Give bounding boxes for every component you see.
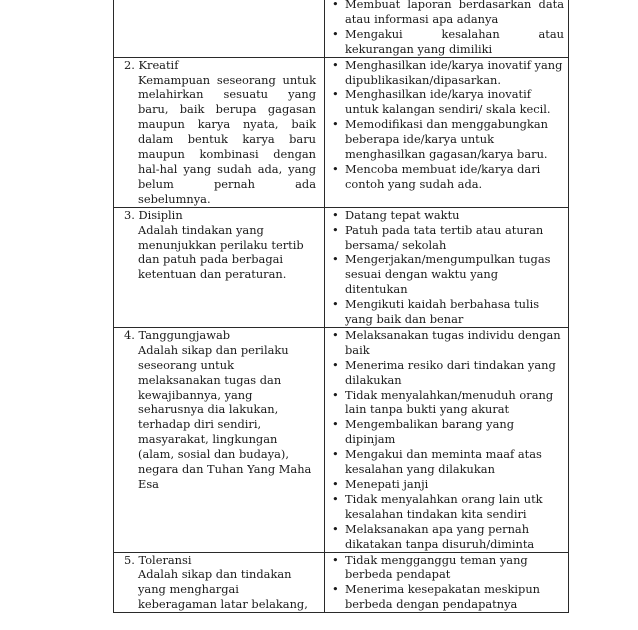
table-row-disiplin: [114, 207, 569, 327]
indicator-text: Melaksanakan tugas individu dengan baik: [345, 327, 561, 357]
indicator-text: Mengakui kesalahan atau kekurangan yang dimiliki: [345, 26, 564, 56]
bullet-icon: •: [332, 0, 339, 11]
list-item: [329, 417, 564, 447]
list-item: [329, 252, 564, 297]
indicator-list: [329, 208, 564, 327]
indicator-list: [329, 328, 564, 552]
list-item: [329, 208, 564, 223]
table-row-toleransi: [114, 552, 569, 613]
list-item: [329, 27, 564, 57]
value-title: 5. Toleransi: [124, 552, 192, 567]
value-cell: [114, 552, 325, 613]
list-item: [329, 522, 564, 552]
bullet-icon: •: [332, 357, 339, 372]
indicator-text: Tidak menyalahkan/menuduh orang lain tanpa bukti yang akurat: [345, 387, 554, 417]
list-item: [329, 477, 564, 492]
indicator-text: Membuat laporan berdasarkan data atau informasi apa adanya: [345, 0, 564, 26]
table-row-tanggungjawab: [114, 327, 569, 552]
indicator-text: Melaksanakan apa yang pernah dikatakan tanpa disuruh/diminta: [345, 521, 535, 551]
table-row-kreatif: [114, 57, 569, 207]
value-description: Adalah sikap dan tindakan yang menghargai keberagaman latar belakang,: [138, 567, 308, 612]
bullet-icon: •: [332, 417, 339, 432]
value-cell: [114, 207, 325, 327]
bullet-icon: •: [332, 87, 339, 102]
indicator-text: Mengakui dan meminta maaf atas kesalahan yang dilakukan: [345, 447, 542, 477]
bullet-icon: •: [332, 297, 339, 312]
list-item: [329, 162, 564, 192]
list-item: [329, 87, 564, 117]
value-cell: [114, 327, 325, 552]
value-description: Adalah tindakan yang menunjukkan perilaku tertib dan patuh pada berbagai ketentuan dan peraturan.: [138, 222, 304, 282]
bullet-icon: •: [332, 26, 339, 41]
bullet-icon: •: [332, 477, 339, 491]
bullet-icon: •: [332, 387, 339, 402]
indicator-text: Mengikuti kaidah berbahasa tulis yang baik dan benar: [345, 297, 540, 327]
indicator-list: [329, 58, 564, 192]
indicator-list: [329, 0, 564, 57]
value-cell: [114, 0, 325, 57]
indicator-text: Menghasilkan ide/karya inovatif untuk kalangan sendiri/ skala kecil.: [345, 87, 551, 117]
value-title: 2. Kreatif: [124, 57, 179, 72]
indicator-text: Menerima kesepakatan meskipun berbeda dengan pendapatnya: [345, 582, 541, 612]
character-values-table: [113, 0, 569, 613]
bullet-icon: •: [332, 521, 339, 536]
indicator-cell: [325, 207, 569, 327]
list-item: [329, 117, 564, 162]
indicator-text: Patuh pada tata tertib atau aturan bersama/ sekolah: [345, 222, 544, 252]
indicator-text: Mencoba membuat ide/karya dari contoh yang sudah ada.: [345, 161, 541, 191]
bullet-icon: •: [332, 222, 339, 237]
indicator-text: Menerima resiko dari tindakan yang dilakukan: [345, 357, 556, 387]
list-item: [329, 388, 564, 418]
indicator-text: Tidak mengganggu teman yang berbeda pendapat: [345, 552, 528, 582]
indicator-text: Tidak menyalahkan orang lain utk kesalahan tindakan kita sendiri: [345, 491, 543, 521]
indicator-text: Memodifikasi dan menggabungkan beberapa ide/karya untuk menghasilkan gagasan/karya baru.: [345, 117, 548, 162]
value-title: 3. Disiplin: [124, 207, 183, 222]
list-item: [329, 553, 564, 583]
list-item: [329, 0, 564, 27]
table-row-jujur-continued: [114, 0, 569, 57]
bullet-icon: •: [332, 552, 339, 567]
list-item: [329, 223, 564, 253]
value-description: Adalah sikap dan perilaku seseorang untuk melaksanakan tugas dan kewajibannya, yang seharusnya dia lakukan, terhadap diri sendiri, masyarakat, lingkungan (alam, sosial dan budaya), negara dan Tuhan Yang Maha Esa: [138, 342, 312, 491]
list-item: [329, 358, 564, 388]
indicator-text: Mengerjakan/mengumpulkan tugas sesuai dengan waktu yang ditentukan: [345, 252, 551, 297]
indicator-text: Mengembalikan barang yang dipinjam: [345, 417, 515, 447]
list-item: [329, 328, 564, 358]
indicator-text: Menepati janji: [345, 477, 429, 491]
value-description: Kemampuan seseorang untuk melahirkan sesuatu yang baru, baik berupa gagasan maupun karya nyata, baik dalam bentuk karya baru maupun kombinasi dengan hal-hal yang sudah ada, yang belum pernah ada sebelumnya.: [138, 72, 316, 206]
indicator-cell: [325, 57, 569, 207]
bullet-icon: •: [332, 117, 339, 132]
bullet-icon: •: [332, 252, 339, 267]
value-cell: [114, 57, 325, 207]
indicator-text: Menghasilkan ide/karya inovatif yang dipublikasikan/dipasarkan.: [345, 57, 563, 87]
indicator-cell: [325, 0, 569, 57]
bullet-icon: •: [332, 57, 339, 72]
bullet-icon: •: [332, 582, 339, 597]
indicator-cell: [325, 552, 569, 613]
list-item: [329, 582, 564, 612]
indicator-text: Datang tepat waktu: [345, 207, 460, 222]
value-title: 4. Tanggungjawab: [124, 327, 231, 342]
list-item: [329, 447, 564, 477]
indicator-cell: [325, 327, 569, 552]
list-item: [329, 58, 564, 88]
bullet-icon: •: [332, 491, 339, 506]
bullet-icon: •: [332, 207, 339, 222]
indicator-list: [329, 553, 564, 613]
list-item: [329, 297, 564, 327]
bullet-icon: •: [332, 447, 339, 462]
list-item: [329, 492, 564, 522]
bullet-icon: •: [332, 327, 339, 342]
bullet-icon: •: [332, 161, 339, 176]
